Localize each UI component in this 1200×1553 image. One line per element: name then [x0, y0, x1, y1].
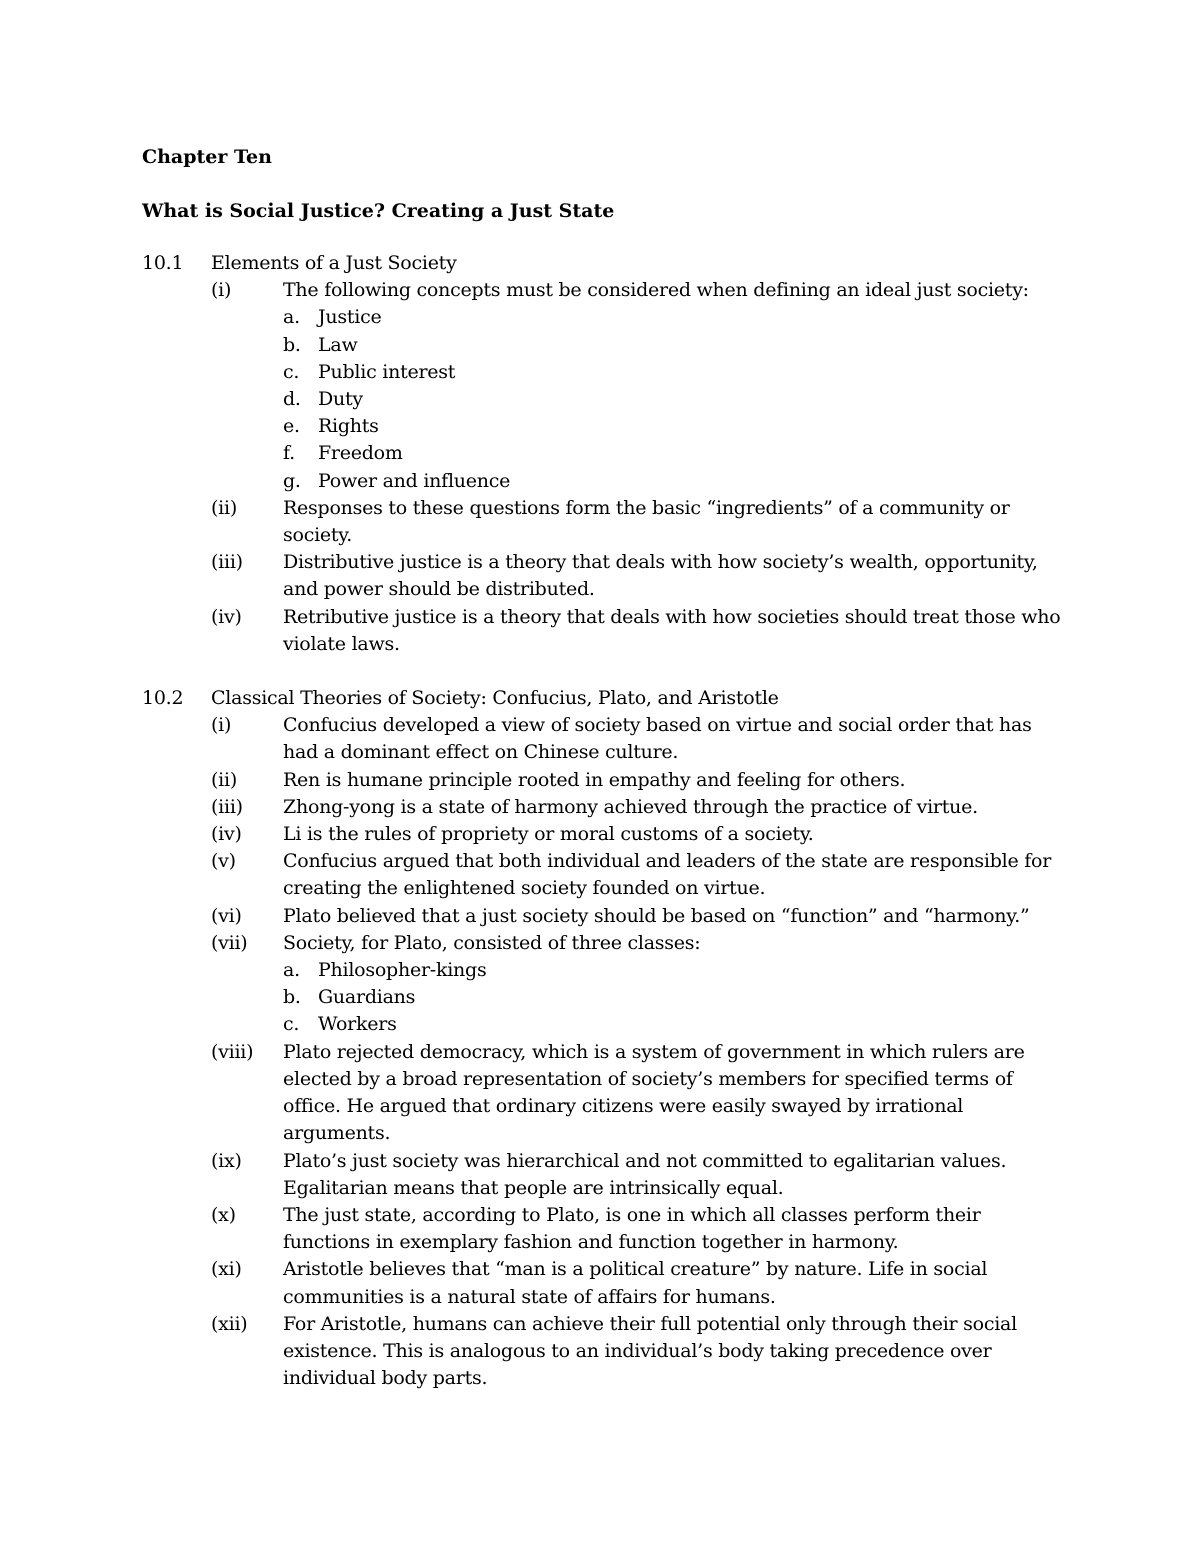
item-numeral: (iii)	[211, 795, 243, 818]
sub-item-letter: f.	[283, 442, 295, 465]
list-item	[142, 495, 1072, 549]
item-numeral: (v)	[211, 850, 236, 873]
list-item	[142, 903, 1072, 930]
sub-list-item	[142, 957, 1072, 984]
sub-list	[142, 957, 1072, 1039]
item-numeral: (i)	[211, 279, 232, 302]
item-numeral: (iv)	[211, 823, 242, 846]
section-title: Classical Theories of Society: Confucius, Plato, and Aristotle	[211, 687, 779, 710]
section-title: Elements of a Just Society	[211, 252, 457, 274]
section-heading	[142, 685, 1072, 712]
item-numeral: (i)	[211, 714, 232, 737]
sub-item-letter: g.	[283, 469, 301, 492]
sub-list-item	[142, 468, 1072, 495]
sub-item-letter: c.	[283, 360, 300, 383]
sections-container	[142, 250, 1072, 1392]
sub-item-text: Power and influence	[318, 469, 511, 492]
sub-list	[142, 304, 1072, 494]
item-numeral: (viii)	[211, 1040, 254, 1063]
list-item	[142, 848, 1072, 902]
list-item	[142, 794, 1072, 821]
sub-item-letter: a.	[283, 306, 300, 329]
sub-item-text: Law	[318, 333, 358, 356]
sub-list-item	[142, 440, 1072, 467]
item-text: Plato believed that a just society should be based on “function” and “harmony.”	[283, 904, 1030, 927]
chapter-subtitle: What is Social Justice? Creating a Just State	[142, 200, 615, 222]
list-item	[142, 1039, 1072, 1148]
document-page	[142, 142, 1072, 1392]
list-item	[142, 277, 1072, 304]
item-text: The following concepts must be considered when defining an ideal just society:	[283, 279, 1029, 302]
list-item	[142, 821, 1072, 848]
list-item	[142, 1311, 1072, 1393]
sub-item-text: Freedom	[318, 442, 403, 465]
section-10-2	[142, 685, 1072, 1392]
list-item	[142, 1148, 1072, 1202]
item-text: For Aristotle, humans can achieve their full potential only through their social existence. This is analogous to an individual’s body taking precedence over individual body parts.	[283, 1312, 1017, 1390]
sub-item-letter: e.	[283, 415, 300, 438]
list-item	[142, 1256, 1072, 1310]
item-text: Society, for Plato, consisted of three classes:	[283, 931, 701, 954]
list-item	[142, 1202, 1072, 1256]
list-item	[142, 549, 1072, 603]
sub-item-text: Philosopher-kings	[318, 959, 487, 982]
item-numeral: (ii)	[211, 768, 237, 791]
section-number: 10.1	[142, 252, 184, 274]
item-numeral: (x)	[211, 1203, 236, 1226]
list-item	[142, 930, 1072, 957]
item-text: Distributive justice is a theory that deals with how society’s wealth, opportunity, and power should be distributed.	[283, 551, 1038, 601]
item-text: Confucius argued that both individual and leaders of the state are responsible for creating the enlightened society founded on virtue.	[283, 850, 1052, 900]
sub-list-item	[142, 386, 1072, 413]
item-text: The just state, according to Plato, is one in which all classes perform their functions in exemplary fashion and function together in harmony.	[283, 1203, 981, 1254]
chapter-heading: Chapter Ten	[142, 146, 272, 168]
sub-item-text: Workers	[318, 1013, 397, 1036]
sub-list-item	[142, 1011, 1072, 1038]
sub-item-letter: d.	[283, 388, 301, 411]
list-item	[142, 767, 1072, 794]
item-numeral: (xi)	[211, 1258, 242, 1281]
sub-list-item	[142, 413, 1072, 440]
item-numeral: (vi)	[211, 904, 242, 927]
sub-item-letter: b.	[283, 986, 301, 1009]
item-text: Ren is humane principle rooted in empathy and feeling for others.	[283, 768, 906, 791]
sub-list-item	[142, 359, 1072, 386]
item-numeral: (ii)	[211, 496, 237, 519]
item-text: Confucius developed a view of society based on virtue and social order that has had a dominant effect on Chinese culture.	[283, 714, 1032, 764]
section-10-1	[142, 250, 1072, 658]
sub-list-item	[142, 332, 1072, 359]
sub-item-letter: a.	[283, 959, 300, 982]
item-text: Plato’s just society was hierarchical and not committed to egalitarian values. Egalitarian means that people are intrinsically equal.	[283, 1149, 1007, 1199]
list-item	[142, 604, 1072, 658]
sub-item-text: Justice	[318, 306, 382, 329]
item-text: Zhong-yong is a state of harmony achieved through the practice of virtue.	[283, 795, 978, 818]
item-numeral: (iii)	[211, 551, 243, 574]
sub-item-text: Duty	[318, 388, 363, 411]
sub-item-text: Public interest	[318, 360, 456, 383]
sub-list-item	[142, 984, 1072, 1011]
item-text: Li is the rules of propriety or moral customs of a society.	[283, 823, 814, 846]
item-numeral: (vii)	[211, 931, 248, 954]
item-numeral: (iv)	[211, 605, 242, 628]
section-heading	[142, 250, 1072, 277]
item-text: Responses to these questions form the basic “ingredients” of a community or society.	[283, 496, 1010, 547]
sub-item-letter: b.	[283, 333, 301, 356]
sub-item-text: Guardians	[318, 986, 416, 1009]
item-numeral: (ix)	[211, 1149, 242, 1172]
sub-item-text: Rights	[318, 415, 379, 438]
sub-item-letter: c.	[283, 1013, 300, 1036]
item-text: Aristotle believes that “man is a political creature” by nature. Life in social communities is a natural state of affairs for humans.	[283, 1258, 988, 1308]
item-numeral: (xii)	[211, 1312, 248, 1335]
list-item	[142, 712, 1072, 766]
item-text: Plato rejected democracy, which is a system of government in which rulers are elected by a broad representation of society’s members for specified terms of office. He argued that ordinary citizens were easily swayed by irrational arguments.	[283, 1040, 1025, 1145]
item-text: Retributive justice is a theory that deals with how societies should treat those who violate laws.	[283, 605, 1061, 655]
sub-list-item	[142, 304, 1072, 331]
section-number: 10.2	[142, 687, 184, 710]
